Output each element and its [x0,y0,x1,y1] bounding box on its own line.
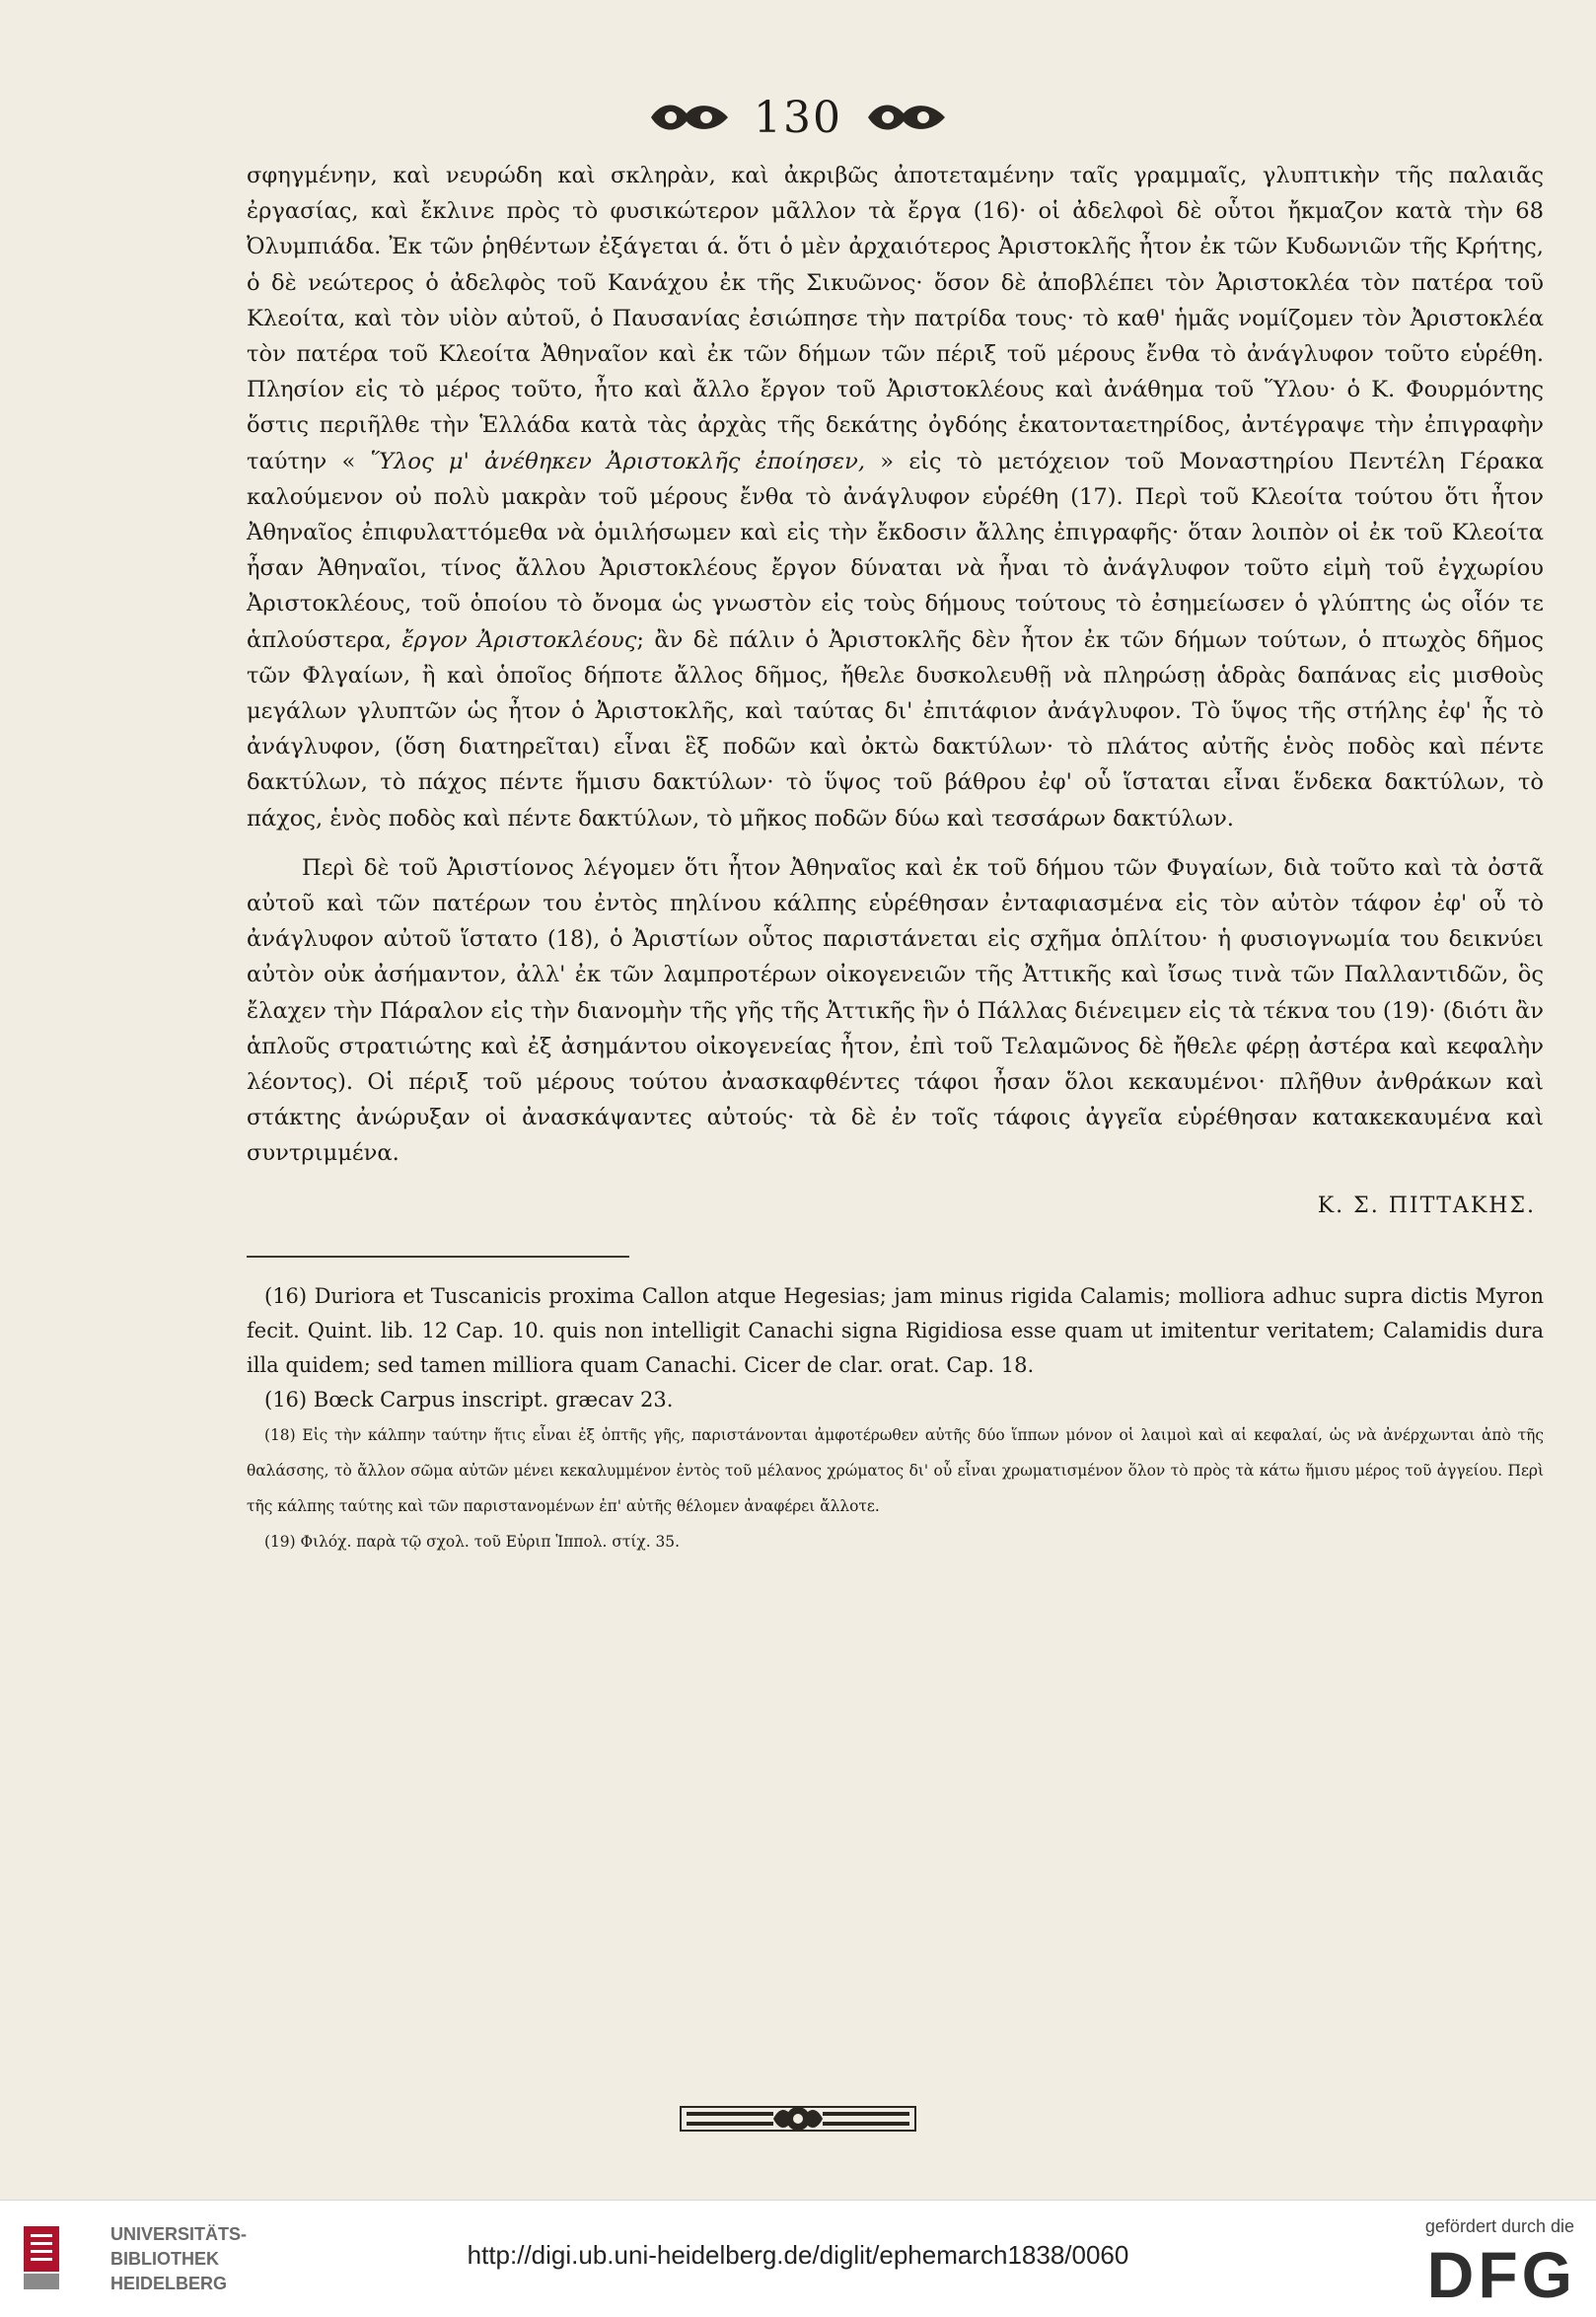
inscription-phrase: ἔργον Ἀριστοκλέους [401,626,637,653]
viewer-footer [0,2200,1596,2317]
institution-line-2: BIBLIOTHEK [110,2249,219,2269]
footnote-16a: (16) Duriora et Tuscanicis proxima Callon atque Hegesias; jam minus rigida Calamis; molliora adhuc supra dictis Myron fecit. Quint. lib. 12 Cap. 10. quis non intelligit Canachi signa Rigidiosa esse quam ut imitentur veritatem; Calamidis dura illa quidem; sed tamen milliora quam Canachi. Cicer de clar. orat. Cap. 18. [247,1283,1544,1377]
institution-line-3: HEIDELBERG [110,2274,228,2293]
left-header-ornament [647,98,732,137]
permalink-url[interactable]: http://digi.ub.uni-heidelberg.de/diglit/ephemarch1838/0060 [467,2240,1129,2270]
funding-caption: gefördert durch die [1424,2216,1574,2236]
paragraph-1-text-3: ; ἂν δὲ πάλιν ὁ Ἀριστοκλῆς δὲν ἦτον ἐκ τῶν δήμων τούτων, ὁ πτωχὸς δῆμος τῶν Φλγαίων, ἢ καὶ ὁποῖος δήποτε ἄλλος δῆμος, ἤθελε δυσκολευθῇ νὰ πληρώσῃ ἁδρὰς δαπάνας εἰς μισθοὺς μεγάλων γλυπτῶν ὡς ἦτον ὁ Ἀριστοκλῆς, καὶ ταύτας δι' ἐπιτάφιον ἀνάγλυφον. Τὸ ὕψος τῆς στήλης ἐφ' ἧς τὸ ἀνάγλυφον, (ὅση διατηρεῖται) εἶναι ἓξ ποδῶν καὶ ὀκτὼ δακτύλων· τὸ πλάτος αὐτῆς ἑνὸς ποδὸς καὶ πέντε δακτύλων, τὸ πάχος πέντε ἥμισυ δακτύλων· τὸ ὕψος τοῦ βάθρου ἐφ' οὗ ἵσταται εἶναι ἕνδεκα δακτύλων, τὸ πάχος, ἑνὸς ποδὸς καὶ πέντε δακτύλων, τὸ μῆκος ποδῶν δύω καὶ τεσσάρων δακτύλων. [247,626,1544,832]
page-header [0,91,1596,144]
footnote-16b: (16) Bœck Carpus inscript. græcav 23. [264,1387,674,1412]
paragraph-1-text-2: » εἰς τὸ μετόχειον τοῦ Μοναστηρίου Πεντέλη Γέρακα καλούμενον οὐ πολὺ μακρὰν τοῦ μέρους ἔνθα τὸ ἀνάγλυφον εὑρέθη (17). Περὶ τοῦ Κλεοίτα τούτου ὅτι ἦτον Ἀθηναῖος ἐπιφυλαττόμεθα νὰ ὁμιλήσωμεν καὶ εἰς τὴν ἔκδοσιν ἄλλης ἐπιγραφῆς· ὅταν λοιπὸν οἱ ἐκ τοῦ Κλεοίτα ἦσαν Ἀθηναῖοι, τίνος ἄλλου Ἀριστοκλέους ἔργον δύναται νὰ ἦναι τὸ ἀνάγλυφον τοῦτο εἰμὴ τοῦ ἐγχωρίου Ἀριστοκλέους, τοῦ ὁποίου τὸ ὄνομα ὡς γνωστὸν εἰς τοὺς δήμους τούτους τὸ ἐσημείωσεν ὁ γλύπτης ὡς οἷόν τε ἁπλούστερα, [247,448,1544,653]
paragraph-1-text-1: σφηγμένην, καὶ νευρώδη καὶ σκληρὰν, καὶ ἀκριβῶς ἀποτεταμένην ταῖς γραμμαῖς, γλυπτικὴν τῆς παλαιᾶς ἐργασίας, καὶ ἔκλινε πρὸς τὸ φυσικώτερον μᾶλλον τὰ ἔργα (16)· οἱ ἀδελφοὶ δὲ οὗτοι ἤκμαζον κατὰ τὴν 68 Ὀλυμπιάδα. Ἐκ τῶν ῥηθέντων ἐξάγεται ά. ὅτι ὁ μὲν ἀρχαιότερος Ἀριστοκλῆς ἦτον ἐκ τῶν Κυδωνιῶν τῆς Κρήτης, ὁ δὲ νεώτερος ὁ ἀδελφὸς τοῦ Κανάχου ἐκ τῆς Σικυῶνος· ὅσον δὲ ἀποβλέπει τὸν Ἀριστοκλέα τὸν πατέρα τοῦ Κλεοίτα, καὶ τὸν υἱὸν αὐτοῦ, ὁ Παυσανίας ἐσιώπησε τὴν πατρίδα τους· τὸ καθ' ἡμᾶς νομίζομεν τὸν Ἀριστοκλέα τὸν πατέρα τοῦ Κλεοίτα Ἀθηναῖον καὶ ἐκ τῶν δήμων τῶν πέριξ τοῦ μέρους ἔνθα τὸ ἀνάγλυφον τοῦτο εὑρέθη. Πλησίον εἰς τὸ μέρος τοῦτο, ἦτο καὶ ἄλλο ἔργον τοῦ Ἀριστοκλέους καὶ ἀνάθημα τοῦ Ὕλου· ὁ Κ. Φουρμόντης ὅστις περιῆλθε τὴν Ἑλλάδα κατὰ τὰς ἀρχὰς τῆς δεκάτης ὀγδόης ἑκατονταετηρίδος, ἀντέγραψε τὴν ἐπιγραφὴν ταύτην « [247,163,1544,474]
page-number: 130 [754,92,842,143]
paragraph-2-text: Περὶ δὲ τοῦ Ἀριστίονος λέγομεν ὅτι ἦτον Ἀθηναῖος καὶ ἐκ τοῦ δήμου τῶν Φυγαίων, διὰ τοῦτο καὶ τὰ ὀστᾶ αὐτοῦ καὶ τῶν πατέρων του ἐντὸς πηλίνου κάλπης εὑρέθησαν ἐνταφιασμένα εἰς τὸν αὐτὸν τάφον ἐφ' οὗ τὸ ἀνάγλυφον αὐτοῦ ἵστατο (18), ὁ Ἀριστίων οὗτος παριστάνεται εἰς σχῆμα ὁπλίτου· ἡ φυσιογνωμία του δεικνύει αὐτὸν οὐκ ἀσήμαντον, ἀλλ' ἐκ τῶν λαμπροτέρων οἰκογενειῶν τῆς Ἀττικῆς καὶ ἴσως τινὰ τῶν Παλλαντιδῶν, ὃς ἔλαχεν τὴν Πάραλον εἰς τὴν διανομὴν τῆς γῆς τῆς Ἀττικῆς ἣν ὁ Πάλλας διένειμεν εἰς τὰ τέκνα του (19)· (διότι ἂν ἁπλοῦς στρατιώτης καὶ ἐξ ἀσημάντου οἰκογενείας ἦτον, ἐπὶ τοῦ Τελαμῶνος δὲ ἤθελε φέρῃ ἀστέρα καὶ κεφαλὴν λέοντος). Οἱ πέριξ τοῦ μέρους τούτου ἀνασκαφθέντες τάφοι ἦσαν ὅλοι κεκαυμένοι· πλῆθυν ἀνθράκων καὶ στάκτης ἀνώρυξαν οἱ ἀνασκάψαντες αὐτούς· τὰ δὲ ἐν τοῖς τάφοις ἀγγεῖα εὑρέθησαν κατακεκαυμένα καὶ συντριμμένα. [247,854,1544,1167]
body-paragraph-2 [247,850,1544,1172]
footnote-19: (19) Φιλόχ. παρὰ τῷ σχολ. τοῦ Εὐριπ Ἱππολ. στίχ. 35. [264,1532,680,1551]
page-body [247,158,1544,1559]
inscription-quote: Ὕλος μ' ἀνέθηκεν Ἀριστοκλῆς ἐποίησεν, [370,448,866,474]
footnote-divider [247,1256,629,1258]
dfg-logo: DFG [1426,2238,1576,2311]
footnotes [247,1279,1544,1559]
tail-ornament-graphic [675,2097,921,2140]
institution-line-1: UNIVERSITÄTS- [110,2224,248,2244]
body-paragraph-1 [247,158,1544,836]
author-signature: Κ. Σ. ΠΙΤΤΑΚΗΣ. [1317,1193,1536,1218]
tail-ornament [0,2097,1596,2142]
footnote-18: (18) Εἰς τὴν κάλπην ταύτην ἥτις εἶναι ἐξ ὀπτῆς γῆς, παριστάνονται ἀμφοτέρωθεν αὐτῆς δύο ἵππων μόνον οἱ λαιμοὶ καὶ αἱ κεφαλαί, ὡς νὰ ἀνέρχωνται ἀπὸ τῆς θαλάσσης, τὸ ἄλλον σῶμα αὐτῶν μένει κεκαλυμμένον ἐντὸς τοῦ μέλανος χρώματος δι' οὗ εἶναι χρωματισμένον ὅλον τὸ πρὸς τὰ κάτω ἥμισυ μέρος τοῦ ἀγγείου. Περὶ τῆς κάλπης ταύτης καὶ τῶν παριστανομένων ἐπ' αὐτῆς θέλομεν ἀναφέρει ἄλλοτε. [247,1425,1544,1515]
right-header-ornament [864,98,949,137]
